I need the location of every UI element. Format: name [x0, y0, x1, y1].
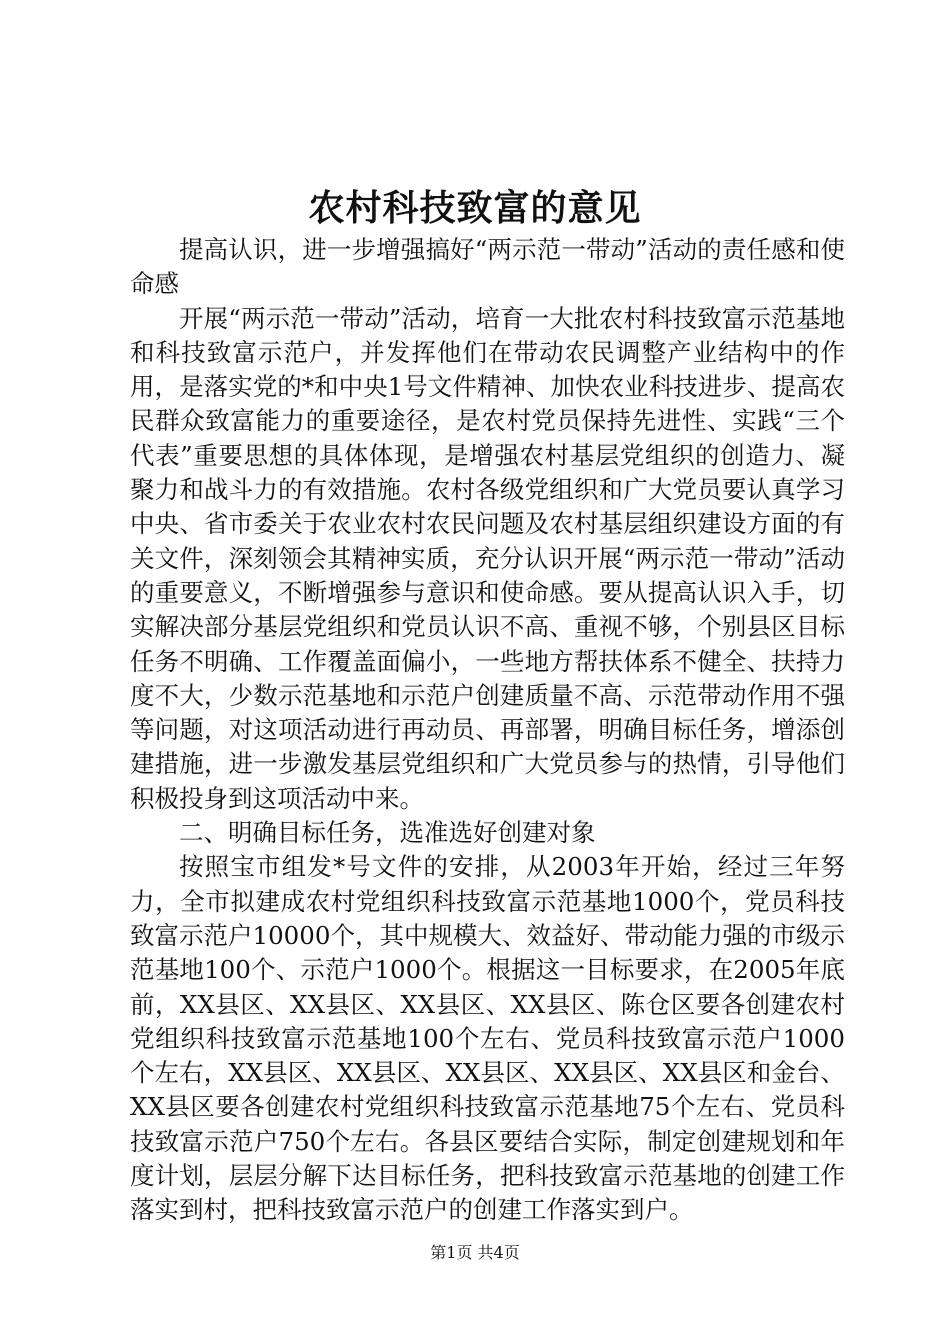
paragraph-heading-1: 提高认识，进一步增强搞好“两示范一带动”活动的责任感和使命感 [130, 235, 845, 299]
paragraph-heading-2: 二、明确目标任务，选准选好创建对象 [179, 818, 596, 848]
paragraph-body-2: 按照宝市组发*号文件的安排，从2003年开始，经过三年努力，全市拟建成农村党组织科技致富示范基地1000个，党员科技致富示范户10000个，其中规模大、效益好、带动能力强的市级示范基地100个、示范户1000个。根据这一目标要求，在2005年底前，XX县区、XX县区、XX县区、XX县区、陈仓区要各创建农村党组织科技致富示范基地100个左右、党员科技致富示范户1000个左右，XX县区、XX县区、XX县区、XX县区、XX县区和金台、XX县区要各创建农村党组织科技致富示范基地75个左右、党员科技致富示范户750个左右。各县区要结合实际，制定创建规划和年度计划，层层分解下达目标任务，把科技致富示范基地的创建工作落实到村，把科技致富示范户的创建工作落实到户。 [130, 852, 845, 1225]
paragraph-body-1: 开展“两示范一带动”活动，培育一大批农村科技致富示范基地和科技致富示范户，并发挥他们在带动农民调整产业结构中的作用，是落实党的*和中央1号文件精神、加快农业科技进步、提高农民群众致富能力的重要途径，是农村党员保持先进性、实践“三个代表”重要思想的具体体现，是增强农村基层党组织的创造力、凝聚力和战斗力的有效措施。农村各级党组织和广大党员要认真学习中央、省市委关于农业农村农民问题及农村基层组织建设方面的有关文件，深刻领会其精神实质，充分认识开展“两示范一带动”活动的重要意义，不断增强参与意识和使命感。要从提高认识入手，切实解决部分基层党组织和党员认识不高、重视不够，个别县区目标任务不明确、工作覆盖面偏小，一些地方帮扶体系不健全、扶持力度不大，少数示范基地和示范户创建质量不高、示范带动作用不强等问题，对这项活动进行再动员、再部署，明确目标任务，增添创建措施，进一步激发基层党组织和广大党员参与的热情，引导他们积极投身到这项活动中来。 [130, 303, 845, 813]
page-number-footer: 第1页 共4页 [430, 1243, 520, 1262]
document-body [130, 233, 845, 1228]
document-title: 农村科技致富的意见 [308, 187, 642, 229]
